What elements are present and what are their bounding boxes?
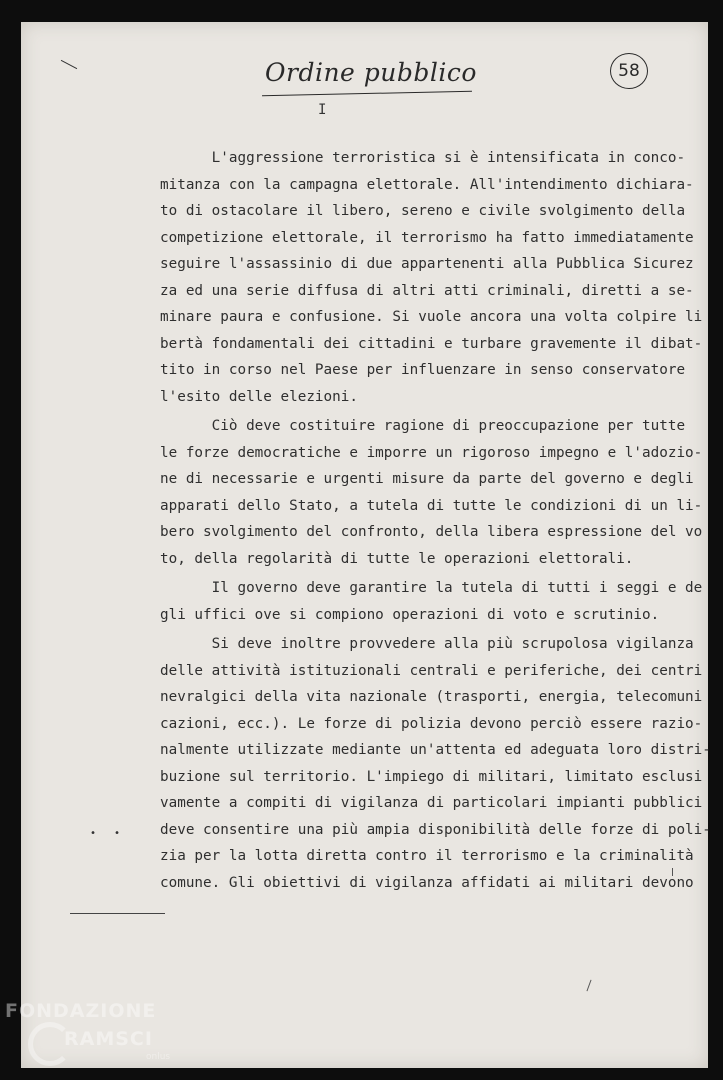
text-line: Si deve inoltre provvedere alla più scrupolosa vigilanza	[160, 636, 694, 652]
text-line: seguire l'assassinio di due appartenenti alla Pubblica Sicurez	[160, 256, 694, 272]
text-line: bero svolgimento del confronto, della libera espressione del vo	[160, 524, 703, 540]
text-line: l'esito delle elezioni.	[160, 388, 358, 405]
paragraph	[160, 631, 711, 896]
text-line: L'aggressione terroristica si è intensificata in conco-	[160, 150, 686, 166]
section-number: I	[318, 102, 327, 118]
text-line: za ed una serie diffusa di altri atti criminali, diretti a se-	[160, 282, 694, 299]
watermark-suffix: onlus	[146, 1052, 171, 1062]
text-line: tito in corso nel Paese per influenzare in senso conservatore	[160, 362, 686, 378]
text-line: buzione sul territorio. L'impiego di militari, limitato esclusi	[160, 768, 703, 785]
text-line: mitanza con la campagna elettorale. All'intendimento dichiara-	[160, 176, 694, 193]
page-number-circle: 58	[610, 53, 648, 89]
text-line: deve consentire una più ampia disponibilità delle forze di poli-	[160, 821, 711, 838]
text-line: gli uffici ove si compiono operazioni di voto e scrutinio.	[160, 606, 660, 623]
text-line: le forze democratiche e imporre un rigoroso impegno e l'adozio-	[160, 444, 703, 461]
document-title: Ordine pubblico	[265, 58, 477, 87]
text-line: minare paura e confusione. Si vuole ancora una volta colpire li	[160, 309, 703, 325]
text-line: Il governo deve garantire la tutela di tutti i seggi e de	[160, 580, 703, 596]
watermark-line2: RAMSCI	[64, 1028, 153, 1050]
text-line: to, della regolarità di tutte le operazioni elettorali.	[160, 550, 634, 567]
bottom-rule	[70, 913, 165, 914]
text-line: delle attività istituzionali centrali e periferiche, dei centri	[160, 662, 703, 679]
body-text	[160, 145, 711, 899]
text-line: Ciò deve costituire ragione di preoccupazione per tutte	[160, 418, 686, 434]
text-line: apparati dello Stato, a tutela di tutte le condizioni di un li-	[160, 497, 703, 514]
text-line: cazioni, ecc.). Le forze di polizia devono perciò essere razio-	[160, 715, 703, 732]
text-line: ne di necessarie e urgenti misure da parte del governo e degli	[160, 471, 694, 487]
text-line: nevralgici della vita nazionale (trasporti, energia, telecomuni	[160, 689, 703, 705]
text-line: to di ostacolare il libero, sereno e civile svolgimento della	[160, 203, 686, 219]
paragraph	[160, 575, 703, 628]
paragraph	[160, 413, 703, 572]
watermark-line1: FONDAZIONE	[5, 1000, 157, 1022]
text-line: comune. Gli obiettivi di vigilanza affidati ai militari devono	[160, 874, 694, 891]
text-line: competizione elettorale, il terrorismo ha fatto immediatamente	[160, 229, 694, 246]
text-line: nalmente utilizzate mediante un'attenta ed adeguata loro distri-	[160, 742, 711, 758]
text-line: bertà fondamentali dei cittadini e turbare gravemente il dibat-	[160, 335, 703, 352]
margin-mark	[672, 868, 673, 876]
paragraph	[160, 145, 703, 410]
text-line: zia per la lotta diretta contro il terrorismo e la criminalità	[160, 848, 694, 864]
margin-dots: • •	[90, 828, 127, 839]
text-line: vamente a compiti di vigilanza di particolari impianti pubblici	[160, 795, 703, 811]
